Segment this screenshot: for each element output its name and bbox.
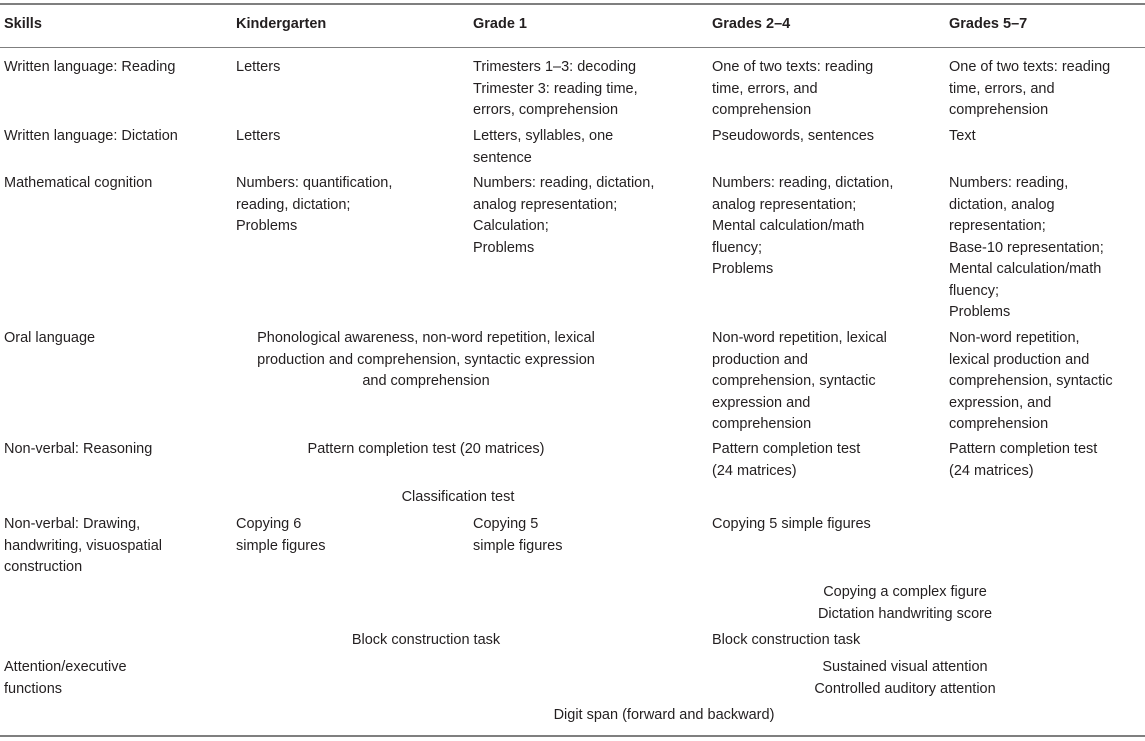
skill-math: Mathematical cognition bbox=[4, 175, 153, 191]
classification-test: Classification test bbox=[401, 489, 515, 505]
header-skills: Skills bbox=[4, 16, 42, 32]
block-construction-kindergarten-grade-1: Block construction task bbox=[351, 632, 501, 648]
drawing-grades-2-4: Copying 5 simple figures bbox=[712, 516, 871, 532]
skill-attention: Attention/executive functions bbox=[4, 659, 127, 697]
header-grades-2-4: Grades 2–4 bbox=[712, 16, 791, 32]
drawing-grade-1: Copying 5 simple figures bbox=[473, 516, 563, 554]
drawing-grades-2-7: Copying a complex figure Dictation handwriting score bbox=[817, 584, 993, 622]
skill-reading: Written language: Reading bbox=[4, 59, 176, 75]
reading-kindergarten: Letters bbox=[236, 59, 281, 75]
oral-grades-5-7: Non-word repetition, lexical production and comprehension, syntactic expression, and comprehension bbox=[949, 330, 1113, 432]
math-grades-2-4: Numbers: reading, dictation, analog representation; Mental calculation/math fluency; Problems bbox=[712, 175, 894, 277]
dictation-grades-5-7: Text bbox=[949, 128, 976, 144]
skill-oral: Oral language bbox=[4, 330, 96, 346]
skill-dictation: Written language: Dictation bbox=[4, 128, 178, 144]
table-top-rule bbox=[0, 3, 1145, 5]
math-kindergarten: Numbers: quantification, reading, dictation; Problems bbox=[236, 175, 393, 234]
attention-grades-2-7: Sustained visual attention Controlled auditory attention bbox=[814, 659, 996, 697]
oral-grades-2-4: Non-word repetition, lexical production and comprehension, syntactic expression and comprehension bbox=[712, 330, 887, 432]
drawing-kindergarten: Copying 6 simple figures bbox=[236, 516, 326, 554]
header-kindergarten: Kindergarten bbox=[236, 16, 327, 32]
block-construction-grades-2-4: Block construction task bbox=[712, 632, 861, 648]
reading-grades-5-7: One of two texts: reading time, errors, and comprehension bbox=[949, 59, 1111, 118]
skill-drawing: Non-verbal: Drawing, handwriting, visuospatial construction bbox=[4, 516, 162, 575]
math-grades-5-7: Numbers: reading, dictation, analog representation; Base-10 representation; Mental calculation/math fluency; Problems bbox=[949, 175, 1104, 320]
reasoning-grades-5-7: Pattern completion test (24 matrices) bbox=[949, 441, 1098, 479]
reasoning-grades-2-4: Pattern completion test (24 matrices) bbox=[712, 441, 861, 479]
header-bottom-rule bbox=[0, 47, 1145, 48]
dictation-grades-2-4: Pseudowords, sentences bbox=[712, 128, 875, 144]
table-bottom-rule bbox=[0, 735, 1145, 737]
header-grades-5-7: Grades 5–7 bbox=[949, 16, 1028, 32]
reading-grades-2-4: One of two texts: reading time, errors, and comprehension bbox=[712, 59, 874, 118]
reading-grade-1: Trimesters 1–3: decoding Trimester 3: reading time, errors, comprehension bbox=[473, 59, 638, 118]
dictation-grade-1: Letters, syllables, one sentence bbox=[473, 128, 614, 166]
math-grade-1: Numbers: reading, dictation, analog representation; Calculation; Problems bbox=[473, 175, 655, 256]
reasoning-kindergarten-grade-1: Pattern completion test (20 matrices) bbox=[307, 441, 545, 457]
header-grade-1: Grade 1 bbox=[473, 16, 527, 32]
digit-span-all-grades: Digit span (forward and backward) bbox=[553, 707, 775, 723]
skill-reasoning: Non-verbal: Reasoning bbox=[4, 441, 153, 457]
oral-kindergarten-grade-1: Phonological awareness, non-word repetition, lexical production and comprehension, syntactic expression and comprehension bbox=[257, 330, 595, 389]
dictation-kindergarten: Letters bbox=[236, 128, 281, 144]
